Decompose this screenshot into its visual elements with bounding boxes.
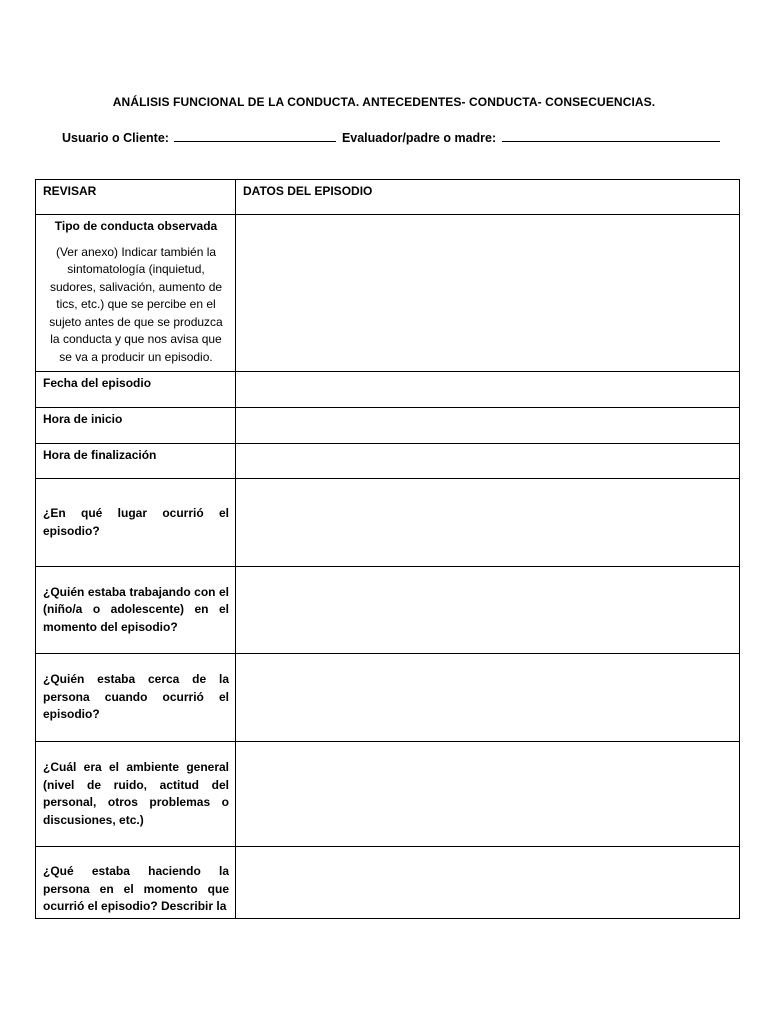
table-row (36, 479, 740, 567)
table-row (36, 654, 740, 742)
row-value-quien-trabajando[interactable] (236, 567, 740, 654)
row-label-quien-trabajando: ¿Quién estaba trabajando con el (niño/a o adolescente) en el momento del episodio? (36, 567, 236, 654)
table-row (36, 408, 740, 444)
row-label-quien-cerca: ¿Quién estaba cerca de la persona cuando ocurrió el episodio? (36, 654, 236, 742)
row-value-ambiente[interactable] (236, 742, 740, 847)
row-value-fecha[interactable] (236, 372, 740, 408)
row-label-text: ¿Qué estaba haciendo la persona en el momento que ocurrió el episodio? Describir la (43, 864, 229, 913)
row-label-hora-finalizacion: Hora de finalización (36, 444, 236, 479)
table-row (36, 567, 740, 654)
row-label-note: (Ver anexo) Indicar también la sintomatología (inquietud, sudores, salivación, aumento de tics, etc.) que se percibe en el sujeto antes de que se produzca la conducta y que nos avisa que se va a producir un episodio. (49, 244, 223, 364)
row-label-ambiente: ¿Cuál era el ambiente general (nivel de ruido, actitud del personal, otros problemas o discusiones, etc.) (36, 742, 236, 847)
row-label-fecha: Fecha del episodio (36, 372, 236, 408)
header-fields (62, 131, 722, 145)
client-field[interactable] (174, 131, 336, 142)
page-title: ANÁLISIS FUNCIONAL DE LA CONDUCTA. ANTECEDENTES- CONDUCTA- CONSECUENCIAS. (112, 95, 656, 109)
header-revisar: REVISAR (36, 180, 236, 215)
row-value-lugar[interactable] (236, 479, 740, 567)
row-value-tipo-conducta[interactable] (236, 215, 740, 372)
evaluator-field[interactable] (502, 131, 720, 142)
client-label: Usuario o Cliente: (62, 131, 169, 145)
header-datos-episodio: DATOS DEL EPISODIO (236, 180, 740, 215)
episode-table (35, 179, 740, 919)
row-label-title: Tipo de conducta observada (54, 219, 218, 233)
table-row (36, 847, 740, 919)
table-row (36, 372, 740, 408)
row-value-que-hacia[interactable] (236, 847, 740, 919)
row-label-que-hacia (36, 847, 236, 919)
row-value-hora-inicio[interactable] (236, 408, 740, 444)
evaluator-label: Evaluador/padre o madre: (341, 131, 497, 145)
row-value-hora-finalizacion[interactable] (236, 444, 740, 479)
row-label-lugar: ¿En qué lugar ocurrió el episodio? (36, 479, 236, 567)
row-value-quien-cerca[interactable] (236, 654, 740, 742)
table-row (36, 444, 740, 479)
table-row (36, 215, 740, 372)
table-row (36, 742, 740, 847)
table-header-row (36, 180, 740, 215)
row-label-hora-inicio: Hora de inicio (36, 408, 236, 444)
row-label-tipo-conducta (36, 215, 236, 372)
